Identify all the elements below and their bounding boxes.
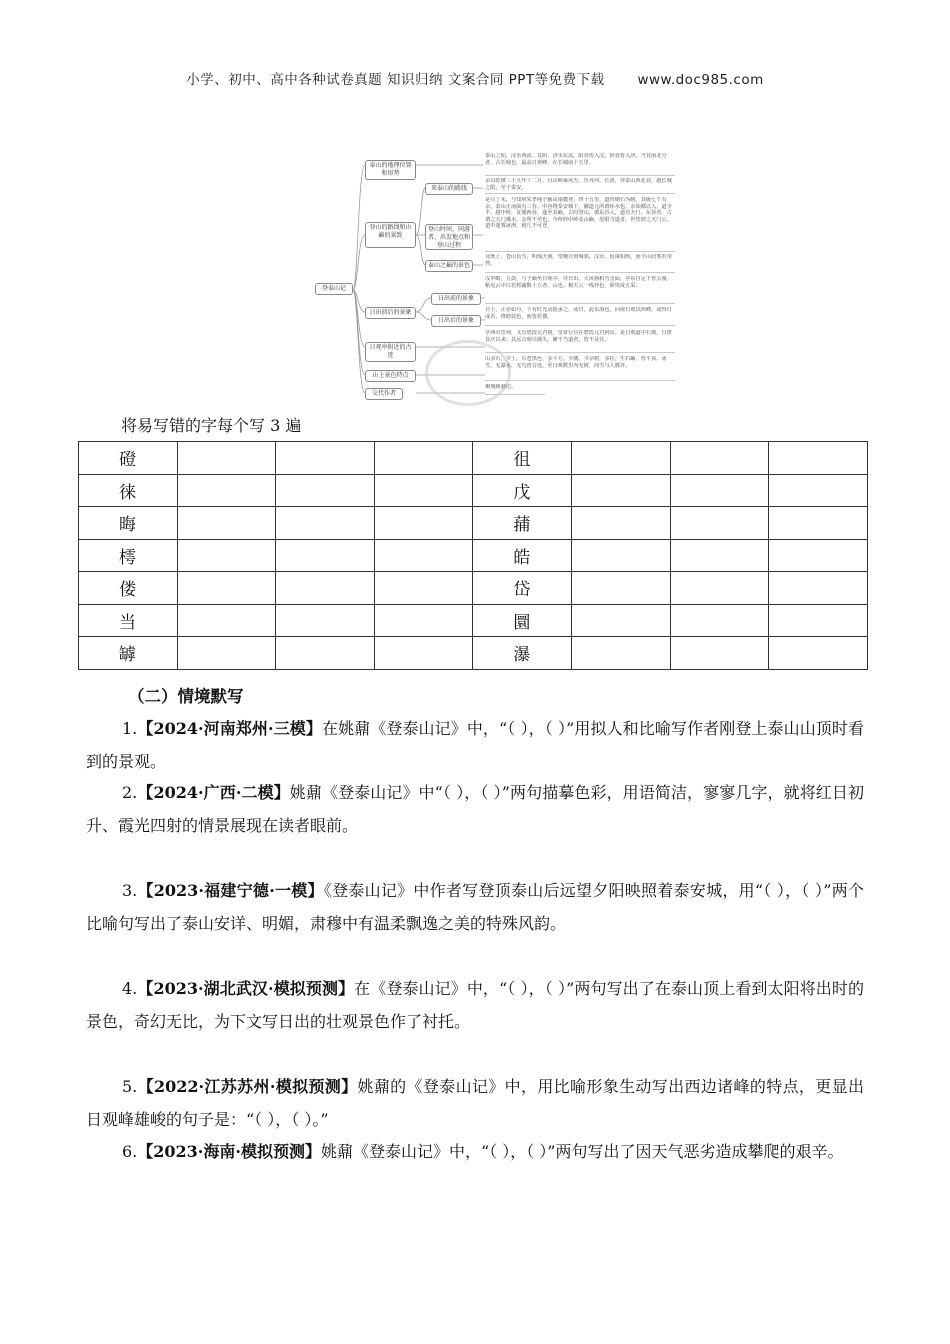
practice-row <box>79 539 868 572</box>
question-text: 在姚鼐《登泰山记》中，“（ ），（ ）”用拟人和比喻写作者刚登上泰山山顶时看到的景观。 <box>86 719 864 771</box>
page-header <box>0 68 950 88</box>
practice-blank-cell[interactable] <box>769 572 868 605</box>
practice-blank-cell[interactable] <box>374 539 473 572</box>
practice-blank-cell[interactable] <box>670 507 769 540</box>
practice-character: 圜 <box>473 604 572 637</box>
mind-map-leaf: 日上，正赤如丹，下有红光动摇承之，或曰，此东海也。回视日观以西峰，或得日或否，绛皓驳色，而皆若偻。 <box>485 307 675 326</box>
practice-character: 罅 <box>79 637 178 670</box>
mind-map-branch: 登山的路线和山巅的景致 <box>365 222 416 248</box>
question-source: 【2023·福建宁德·一模】 <box>137 881 324 900</box>
practice-character: 磴 <box>79 442 178 475</box>
question-number: 6. <box>122 1142 138 1161</box>
practice-blank-cell[interactable] <box>670 604 769 637</box>
mind-map <box>313 150 681 404</box>
question-number: 3. <box>122 881 138 900</box>
question-text: 姚鼐的《登泰山记》中，用比喻形象生动写出西边诸峰的特点，更显出日观峰雄峻的句子是：“（ ），（ ）。” <box>86 1077 864 1129</box>
mind-map-subbranch: 来泰山的路线 <box>425 183 473 195</box>
practice-character: 皓 <box>473 539 572 572</box>
practice-blank-cell[interactable] <box>374 572 473 605</box>
practice-blank-cell[interactable] <box>177 637 276 670</box>
mind-map-leaf: 余以乾隆三十九年十二月，自京师乘风雪，历齐河、长清，穿泰山西北谷，越长城之限，至于泰安。 <box>485 178 675 194</box>
practice-blank-cell[interactable] <box>571 442 670 475</box>
mind-map-branch: 泰山的地理位置和形势 <box>365 160 416 180</box>
mind-map-leaf: 山多石，少土。石苍黑色，多平方，少圜。少杂树，多松，生石罅，皆平顶。冰雪，无瀑水，无鸟兽音迹。至日观数里内无树，而雪与人膝齐。 <box>485 356 675 381</box>
mind-map-leaf: 是月丁未，与知府朱孝纯子颍由南麓登。四十五里，道皆砌石为磴，其级七千有余。泰山正南面有三谷。中谷绕泰安城下，郦道元所谓环水也。余始循以入，道少半，越中岭，复循西谷，遂至其巅。古时登山，循东谷入，道有天门。东谷者，古谓之天门溪水，余所不至也。今所经中岭及山巅，崖限当道者，世皆谓之天门云。道中迷雾冰滑，磴几不可登。 <box>485 197 675 252</box>
practice-row <box>79 507 868 540</box>
mind-map-branch: 日观亭附近的古迹 <box>365 342 416 362</box>
section-title: （二）情境默写 <box>128 687 244 706</box>
mind-map-leaf: 泰山之阳，汶水西流；其阴，济水东流。阳谷皆入汶，阴谷皆入济。当其南北分者，古长城也。最高日观峰，在长城南十五里。 <box>485 153 675 176</box>
practice-blank-cell[interactable] <box>177 539 276 572</box>
practice-row <box>79 442 868 475</box>
practice-row <box>79 604 868 637</box>
practice-blank-cell[interactable] <box>769 604 868 637</box>
mind-map-subbranch: 日出前的景象 <box>431 293 481 305</box>
question-number: 1. <box>122 719 138 738</box>
question-5 <box>86 1070 864 1136</box>
practice-blank-cell[interactable] <box>769 474 868 507</box>
practice-blank-cell[interactable] <box>374 604 473 637</box>
question-3 <box>86 874 864 940</box>
question-number: 2. <box>122 783 138 802</box>
practice-row <box>79 572 868 605</box>
practice-blank-cell[interactable] <box>571 572 670 605</box>
practice-blank-cell[interactable] <box>670 539 769 572</box>
question-number: 4. <box>122 979 138 998</box>
question-1 <box>86 712 864 778</box>
practice-blank-cell[interactable] <box>276 572 375 605</box>
practice-blank-cell[interactable] <box>177 442 276 475</box>
mind-map-leaf: 亭西有岱祠，又有碧霞元君祠。皇帝行宫在碧霞元君祠东。是日观道中石刻，自唐显庆以来；其远古刻尽漫失。僻不当道者，皆不及往。 <box>485 330 675 353</box>
practice-blank-cell[interactable] <box>769 637 868 670</box>
practice-blank-cell[interactable] <box>276 474 375 507</box>
practice-character: 蒱 <box>473 507 572 540</box>
practice-blank-cell[interactable] <box>276 539 375 572</box>
practice-blank-cell[interactable] <box>769 442 868 475</box>
practice-blank-cell[interactable] <box>571 604 670 637</box>
practice-character: 晦 <box>79 507 178 540</box>
mind-map-branch: 日出前后的景象 <box>365 307 416 319</box>
practice-blank-cell[interactable] <box>769 539 868 572</box>
practice-blank-cell[interactable] <box>670 474 769 507</box>
question-2 <box>86 776 864 842</box>
practice-blank-cell[interactable] <box>670 637 769 670</box>
mind-map-leaf: 桐城姚鼐记。 <box>485 384 545 395</box>
practice-blank-cell[interactable] <box>177 507 276 540</box>
practice-blank-cell[interactable] <box>670 572 769 605</box>
practice-blank-cell[interactable] <box>177 474 276 507</box>
practice-blank-cell[interactable] <box>571 474 670 507</box>
practice-blank-cell[interactable] <box>670 442 769 475</box>
question-text: 姚鼐《登泰山记》中，“（ ），（ ）”两句写出了因天气恶劣造成攀爬的艰辛。 <box>320 1142 844 1161</box>
practice-blank-cell[interactable] <box>374 442 473 475</box>
question-6 <box>86 1135 864 1168</box>
question-source: 【2024·河南郑州·三模】 <box>137 719 322 738</box>
question-text: 姚鼐《登泰山记》中“（ ），（ ）”两句描摹色彩，用语简洁，寥寥几字，就将红日初升、霞光四射的情景展现在读者眼前。 <box>86 783 864 835</box>
practice-blank-cell[interactable] <box>177 572 276 605</box>
instruction-text: 将易写错的字每个写 3 遍 <box>121 416 302 435</box>
practice-blank-cell[interactable] <box>276 604 375 637</box>
question-source: 【2023·湖北武汉·模拟预测】 <box>137 979 355 998</box>
question-source: 【2023·海南·模拟预测】 <box>137 1142 321 1161</box>
question-4 <box>86 972 864 1038</box>
mind-map-leaf: 及既上，苍山负雪，明烛天南。望晚日照城郭，汶水、徂徕如画，而半山居雾若带然。 <box>485 254 675 273</box>
practice-blank-cell[interactable] <box>276 637 375 670</box>
header-text: 小学、初中、高中各种试卷真题 知识归纳 文案合同 PPT等免费下载 <box>186 72 605 88</box>
question-text: 《登泰山记》中作者写登顶泰山后远望夕阳映照着泰安城，用“（ ），（ ）”两个比喻句写出了泰山安详、明媚，肃穆中有温柔飘逸之美的特殊风韵。 <box>86 881 864 933</box>
practice-blank-cell[interactable] <box>571 507 670 540</box>
practice-character: 戊 <box>473 474 572 507</box>
practice-character: 樗 <box>79 539 178 572</box>
practice-character: 当 <box>79 604 178 637</box>
mind-map-branch: 山上景色特点 <box>365 370 416 382</box>
practice-character: 徕 <box>79 474 178 507</box>
mind-map-leaf: 戊申晦，五鼓，与子颍坐日观亭，待日出。大风扬积雪击面。亭东自足下皆云漫。稍见云中白若樗蒱数十立者，山也。极天云一线异色，须臾成五采。 <box>485 276 675 304</box>
header-site: www.doc985.com <box>637 72 764 88</box>
practice-blank-cell[interactable] <box>276 442 375 475</box>
mind-map-root: 登泰山记 <box>315 283 353 295</box>
practice-blank-cell[interactable] <box>571 637 670 670</box>
practice-character: 瀑 <box>473 637 572 670</box>
mind-map-subbranch: 泰山之巅的景色 <box>425 260 473 272</box>
practice-blank-cell[interactable] <box>571 539 670 572</box>
practice-blank-cell[interactable] <box>374 507 473 540</box>
question-number: 5. <box>122 1077 138 1096</box>
question-source: 【2022·江苏苏州·模拟预测】 <box>137 1077 358 1096</box>
practice-blank-cell[interactable] <box>177 604 276 637</box>
practice-blank-cell[interactable] <box>374 637 473 670</box>
practice-blank-cell[interactable] <box>276 507 375 540</box>
mind-map-subbranch: 登山时间、同游者、出发地点和登山过程 <box>425 224 473 250</box>
question-text: 在《登泰山记》中，“（ ），（ ）”两句写出了在泰山顶上看到太阳将出时的景色，奇幻无比，为下文写日出的壮观景色作了衬托。 <box>86 979 864 1031</box>
practice-character: 偻 <box>79 572 178 605</box>
character-practice-table <box>78 441 868 670</box>
mind-map-branch: 交代作者 <box>365 388 403 400</box>
practice-character: 岱 <box>473 572 572 605</box>
practice-blank-cell[interactable] <box>769 507 868 540</box>
practice-row <box>79 474 868 507</box>
mind-map-subbranch: 日出后的景象 <box>431 315 481 327</box>
practice-blank-cell[interactable] <box>374 474 473 507</box>
practice-character: 徂 <box>473 442 572 475</box>
question-source: 【2024·广西·二模】 <box>137 783 290 802</box>
practice-row <box>79 637 868 670</box>
